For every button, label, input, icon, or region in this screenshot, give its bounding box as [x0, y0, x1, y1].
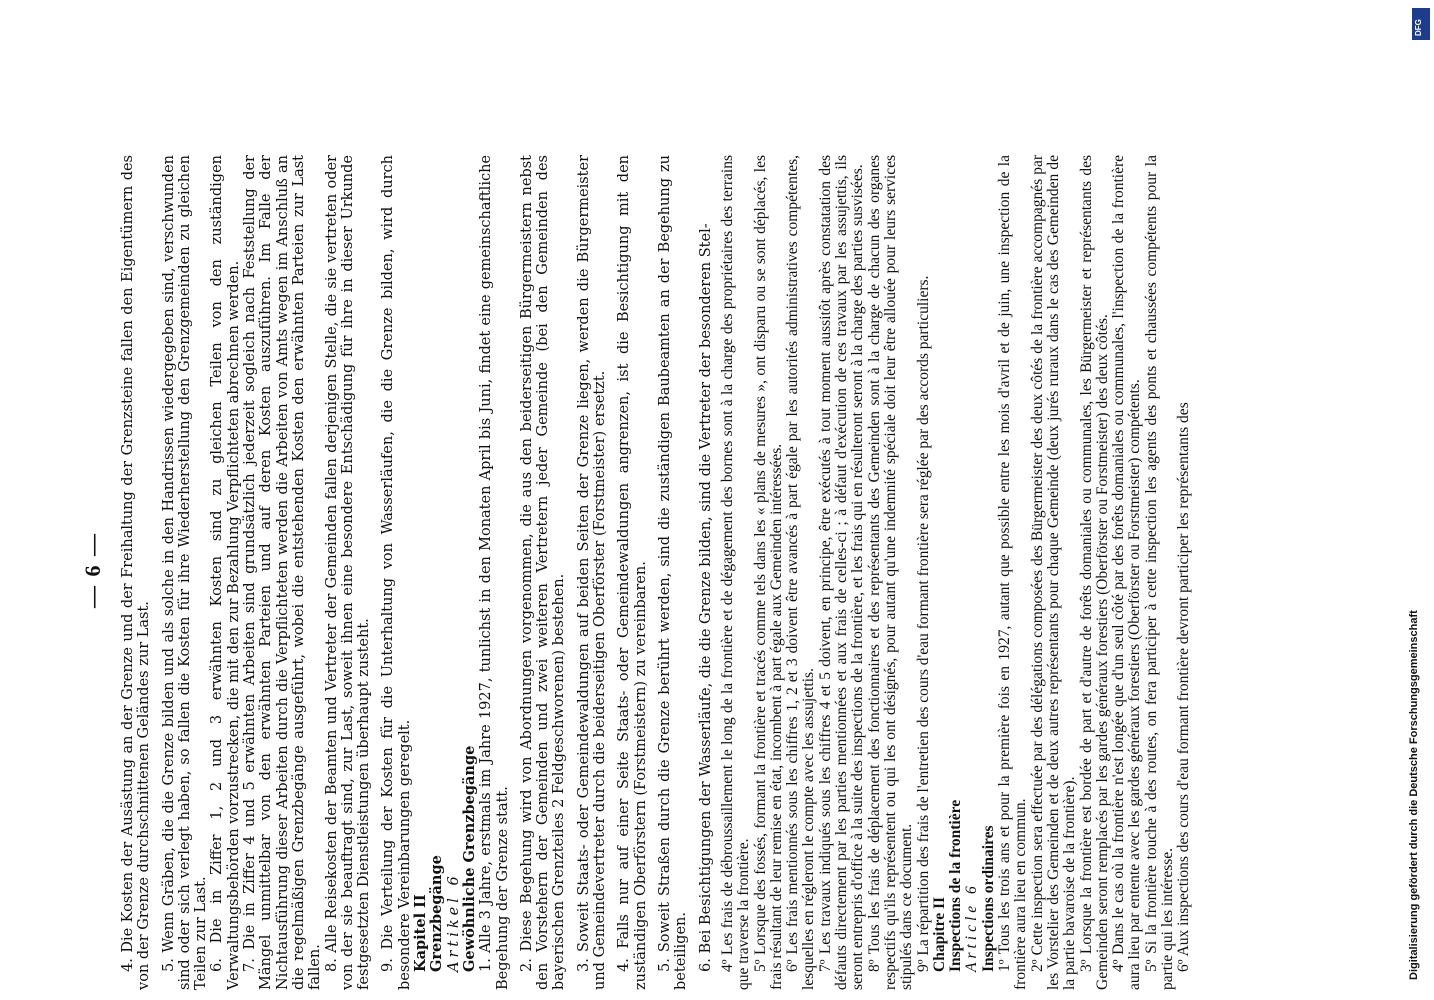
de-paragraph: 6. Die in Ziffer 1, 2 und 3 erwähnten Kosten sind zu gleichen Teilen von den zuständigen Verwaltungsbehörden vorzustrecken, die mit den zur Bezahlung Verpflichteten abrechnen werden. [209, 155, 242, 990]
page-number: — 6 — [80, 532, 105, 608]
fr-paragraph: 4º Les frais de débroussaillement le long de la frontière et de dégagement des bornes sont à la charge des propriétaires des terrains que traverse la frontière. [719, 155, 753, 990]
digitization-credit-text: Digitalisierung gefördert durch die Deutsche Forschungsgemeinschaft [1408, 610, 1420, 980]
fr-paragraph: 1º Tous les trois ans et pour la première fois en 1927, autant que possible entre les mois d'avril et de juin, une inspection de la frontière aura lieu en commun. [996, 155, 1030, 990]
de-paragraph: 7. Die in Ziffer 4 und 5 erwähnten Arbeiten sind grundsätzlich jederzeit sogleich nach Feststellung der Mängel unmittelbar von den erwähnten Parteien und auf deren Kosten auszuführen. Im Falle der Nichtausführung dieser Arbeiten durch die Verpflichteten werden die Arbeiten von Amts wegen im Anschluß an die regelmäßigen Grenzbegänge ausgeführt, wobei die entstehenden Kosten den erwähnten Parteien zur Last fallen. [242, 155, 324, 990]
fr-article-heading: Article 6 [963, 882, 981, 972]
fr-section-heading: Inspections ordinaires [979, 825, 997, 972]
de-section-heading: Gewöhnliche Grenzbegänge [460, 745, 478, 972]
de-paragraph: 4. Falls nur auf einer Seite Staats- oder Gemeindewaldungen angrenzen, ist die Besichtigung mit den zuständigen Oberförstern (Forstmeistern) zu vereinbaren. [616, 155, 649, 990]
fr-chapter-title: Inspections de la frontière [947, 799, 965, 972]
de-paragraph: 4. Die Kosten der Ausästung an der Grenze und der Freihaltung der Grenzsteine fallen den Eigentümern des von der Grenze durchschnittenen Geländes zur Last. [120, 155, 153, 990]
digitization-credit [1408, 500, 1428, 980]
de-paragraph: 9. Die Verteilung der Kosten für die Unterhaltung von Wasserläufen, die die Grenze bilden, wird durch besondere Vereinbarungen geregelt. [380, 155, 413, 990]
de-paragraph: 2. Diese Begehung wird von Abordnungen vorgenommen, die aus den beiderseitigen Bürgermeistern nebst den Vorstehern der Gemeinden und zwei weiteren Vertretern jeder Gemeinde (bei den Gemeinden des bayerischen Grenzteiles 2 Feldgeschworenen) bestehen. [518, 155, 568, 990]
de-article-heading: Artikel 6 [445, 872, 462, 972]
german-text-column [120, 155, 720, 990]
fr-paragraph: 5º Si la frontière touche à des routes, on fera participer à cette inspection les agents des ponts et chaussées compétents pour la partie qui les intéresse. [1142, 155, 1177, 990]
fr-paragraph: 6º Les frais mentionnés sous les chiffres 1, 2 et 3 doivent être avancés à part égale par les autorités administratives compétentes, lesquelles en régleront le compte avec les assujettis. [784, 155, 818, 990]
de-chapter-title: Grenzbegänge [428, 855, 446, 972]
fr-paragraph: 8º Tous les frais de déplacement des fonctionnaires et des représentants des Gemeinden sont à la charge de chacun des organes respectifs qu'ils représentent ou qui les ont désignés, pour autant qu'une indemnité spéciale doit leur être allouée pour leurs services stipulés dans ce document. [865, 155, 916, 990]
de-paragraph: 5. Soweit Straßen durch die Grenze berührt werden, sind die zuständigen Baubeamten an der Begehung zu beteiligen. [656, 155, 690, 990]
fr-paragraph: 4º Dans le cas où la frontière n'est longée que d'un seul côté par des forêts domaniales ou communales, l'inspection de la frontière aura lieu par entente avec les gardes généraux forestiers (Oberförster ou Forstmeister) compétents. [1110, 155, 1144, 990]
fr-paragraph: 7º Les travaux indiqués sous les chiffres 4 et 5 doivent, en principe, être exécutés à tout moment aussitôt après constatation des défauts directement par les parties mentionnées et aux frais de celles-ci ; à défaut d'exécution de ces travaux par les assujettis, ils seront entrepris d'office à la suite des inspections de la frontière, et les frais qui en résulteront seront à la charge des parties susvisées. [816, 155, 867, 990]
fr-paragraph: 5º Lorsque des fossés, formant la frontière et tracés comme tels dans les « plans de mesures », ont disparu ou se sont déplacés, les frais résultant de leur remise en état, incombent à part égale aux Gemeinden intéressées. [751, 155, 785, 990]
de-paragraph: 8. Alle Reisekosten der Beamten und Vertreter der Gemeinden fallen derjenigen Stelle, die sie vertreten oder von der sie beauftragt sind, zur Last, soweit ihnen eine besondere Entschädigung für ihre in dieser Urkunde festgesetzten Dienstleistungen überhaupt zusteht. [323, 155, 373, 990]
fr-paragraph: 9º La répartition des frais de l'entretien des cours d'eau formant frontière sera réglée par des accords particuliers. [914, 275, 932, 972]
dfg-logo [1412, 8, 1430, 40]
fr-chapter-heading: Chapitre II [930, 896, 948, 972]
de-chapter-heading: Kapitel II [412, 894, 430, 972]
de-paragraph: 1. Alle 3 Jahre, erstmals im Jahre 1927, tunlichst in den Monaten April bis Juni, findet eine gemeinschaftliche Begehung der Grenze statt. [478, 155, 511, 990]
fr-paragraph: 6º Aux inspections des cours d'eau formant frontière devront participer les représentants des [1175, 402, 1193, 972]
de-paragraph: 3. Soweit Staats- oder Gemeindewaldungen auf beiden Seiten der Grenze liegen, werden die Bürgermeister und Gemeindevertreter durch die beiderseitigen Oberförster (Forstmeister) ersetzt. [575, 155, 609, 990]
de-paragraph: 5. Wenn Gräben, die die Grenze bilden und als solche in den Handrissen wiedergegeben sind, verschwunden sind oder sich verlegt haben, so fallen die Kosten für ihre Wiederherstellung den Grenzgemeinden zu gleichen Teilen zur Last. [160, 155, 210, 990]
fr-paragraph: 2º Cette inspection sera effectuée par des délégations composées des Bürgermeister des deux côtés de la frontière accompagnés par les Vorstelier des Gemeinden et de deux autres représentants pour chaque Gemeinde (deux jurés ruraux dans le cas des Gemeinden de la partie bavaroise de la frontière). [1028, 155, 1079, 990]
dfg-logo-text: DFG [1414, 19, 1423, 36]
de-paragraph: 6. Bei Besichtigungen der Wasserläufe, die die Grenze bilden, sind die Vertreter der besonderen Stel- [697, 223, 714, 972]
rotated-page [80, 140, 1330, 1000]
french-text-column [720, 155, 1330, 990]
fr-paragraph: 3º Lorsque la frontière est bordée de part et d'autre de forêts domaniales ou communales, les Bürgermeister et représentants des Gemeinden seront remplacés par les gardes généraux forestiers (Oberförster ou Forstmeister) des deux côtés. [1077, 155, 1111, 990]
